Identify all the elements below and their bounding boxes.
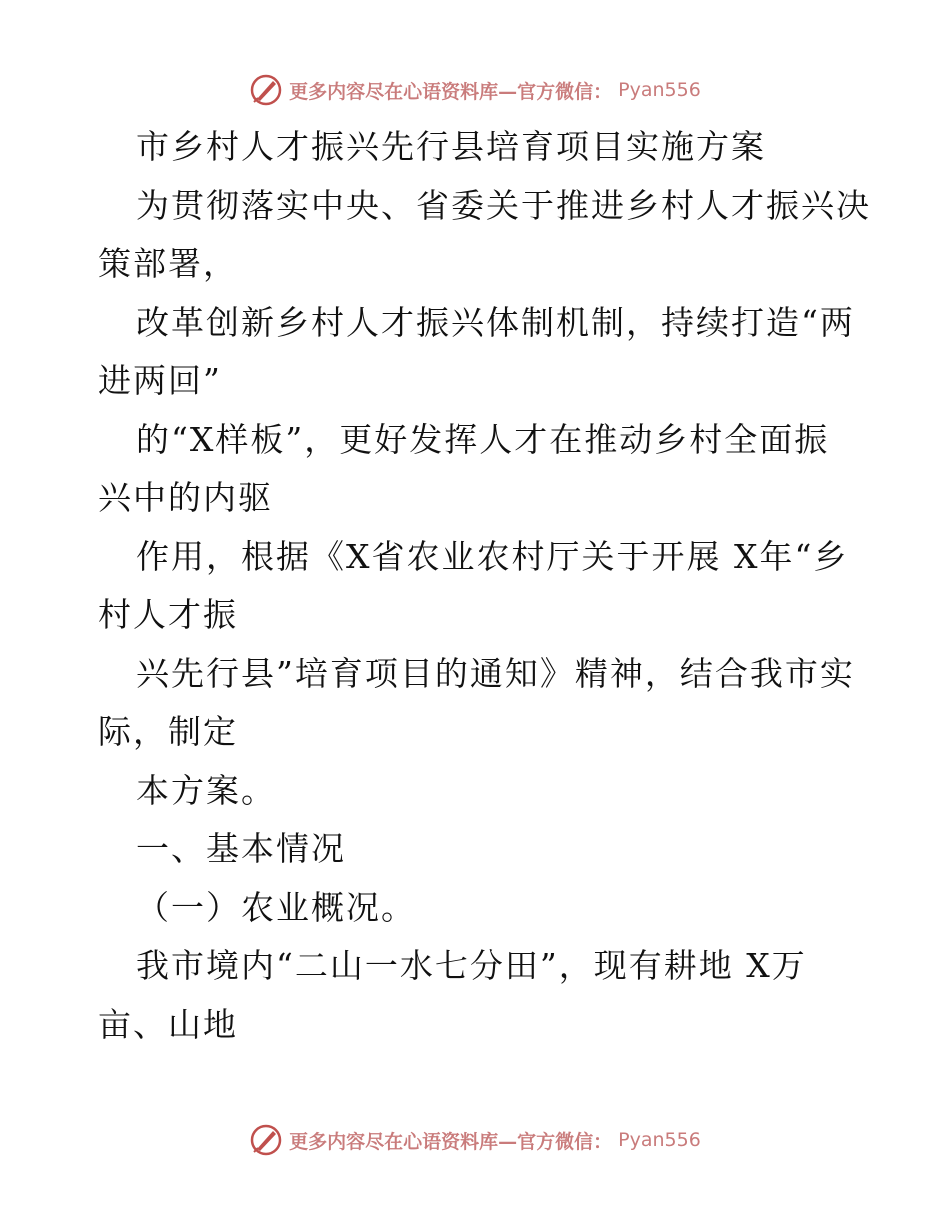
watermark-text: 更多内容尽在心语资料库—官方微信：: [289, 1130, 613, 1153]
document-body: [98, 118, 871, 1054]
watermark-wechat: Pyan556: [618, 79, 701, 101]
subsection-heading: （一）农业概况。: [136, 887, 416, 927]
paragraph-line: 兴先行县”培育项目的通知》精神，结合我市实: [136, 653, 855, 693]
quill-logo-icon: [249, 1123, 283, 1157]
section-heading: 一、基本情况: [136, 829, 346, 868]
paragraph-line: 兴中的内驱: [98, 478, 273, 517]
paragraph-line: 策部署，: [98, 244, 238, 283]
paragraph-line: 际，制定: [98, 712, 238, 751]
paragraph-line: 村人才振: [98, 595, 238, 634]
footer-watermark: [0, 1120, 950, 1160]
doc-title: 市乡村人才振兴先行县培育项目实施方案: [136, 127, 766, 166]
header-watermark: [0, 70, 950, 110]
paragraph-line: 本方案。: [136, 770, 276, 810]
paragraph-line: 我市境内“二山一水七分田”，现有耕地 X万: [136, 946, 807, 985]
paragraph-line: 为贯彻落实中央、省委关于推进乡村人才振兴决: [136, 185, 871, 225]
paragraph-line: 改革创新乡村人才振兴体制机制，持续打造“两: [136, 302, 855, 342]
paragraph-line: 亩、山地: [98, 1004, 238, 1044]
watermark-wechat: Pyan556: [618, 1129, 701, 1151]
paragraph-line: 作用，根据《X省农业农村厅关于开展 X年“乡: [136, 536, 849, 576]
watermark-text: 更多内容尽在心语资料库—官方微信：: [289, 80, 613, 103]
quill-logo-icon: [249, 73, 283, 107]
paragraph-line: 进两回”: [98, 361, 222, 400]
paragraph-line: 的“X样板”，更好发挥人才在推动乡村全面振: [136, 419, 830, 459]
